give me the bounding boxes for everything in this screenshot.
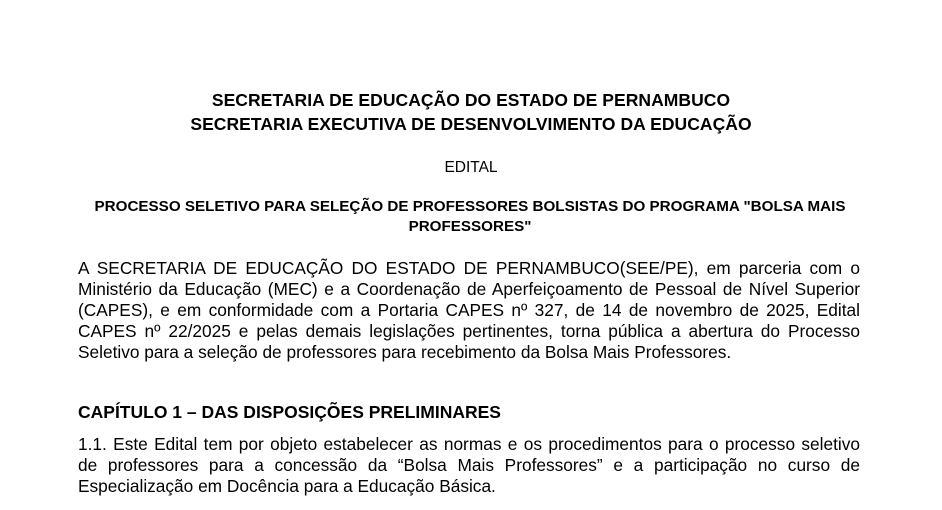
item-1-1-paragraph: 1.1. Este Edital tem por objeto estabelecer as normas e os procedimentos para o processo seletivo de professores para a concessão da “Bolsa Mais Professores” e a participação no curso de Especialização em Docência para a Educação Básica.	[78, 434, 860, 496]
process-title: PROCESSO SELETIVO PARA SELEÇÃO DE PROFESSORES BOLSISTAS DO PROGRAMA "BOLSA MAIS PROFESSORES"	[94, 198, 846, 235]
intro-paragraph: A SECRETARIA DE EDUCAÇÃO DO ESTADO DE PERNAMBUCO(SEE/PE), em parceria com o Ministério da Educação (MEC) e a Coordenação de Aperfeiçoamento de Pessoal de Nível Superior (CAPES), e em conformidade com a Portaria CAPES nº 327, de 14 de novembro de 2025, Edital CAPES nº 22/2025 e pelas demais legislações pertinentes, torna pública a abertura do Processo Seletivo para a seleção de professores para recebimento da Bolsa Mais Professores.	[78, 258, 860, 362]
header-secretaria-executiva: SECRETARIA EXECUTIVA DE DESENVOLVIMENTO DA EDUCAÇÃO	[190, 114, 752, 134]
header-secretaria: SECRETARIA DE EDUCAÇÃO DO ESTADO DE PERNAMBUCO	[211, 90, 731, 110]
edital-label: EDITAL	[444, 159, 498, 176]
chapter-heading: CAPÍTULO 1 – DAS DISPOSIÇÕES PRELIMINARES	[78, 402, 501, 422]
